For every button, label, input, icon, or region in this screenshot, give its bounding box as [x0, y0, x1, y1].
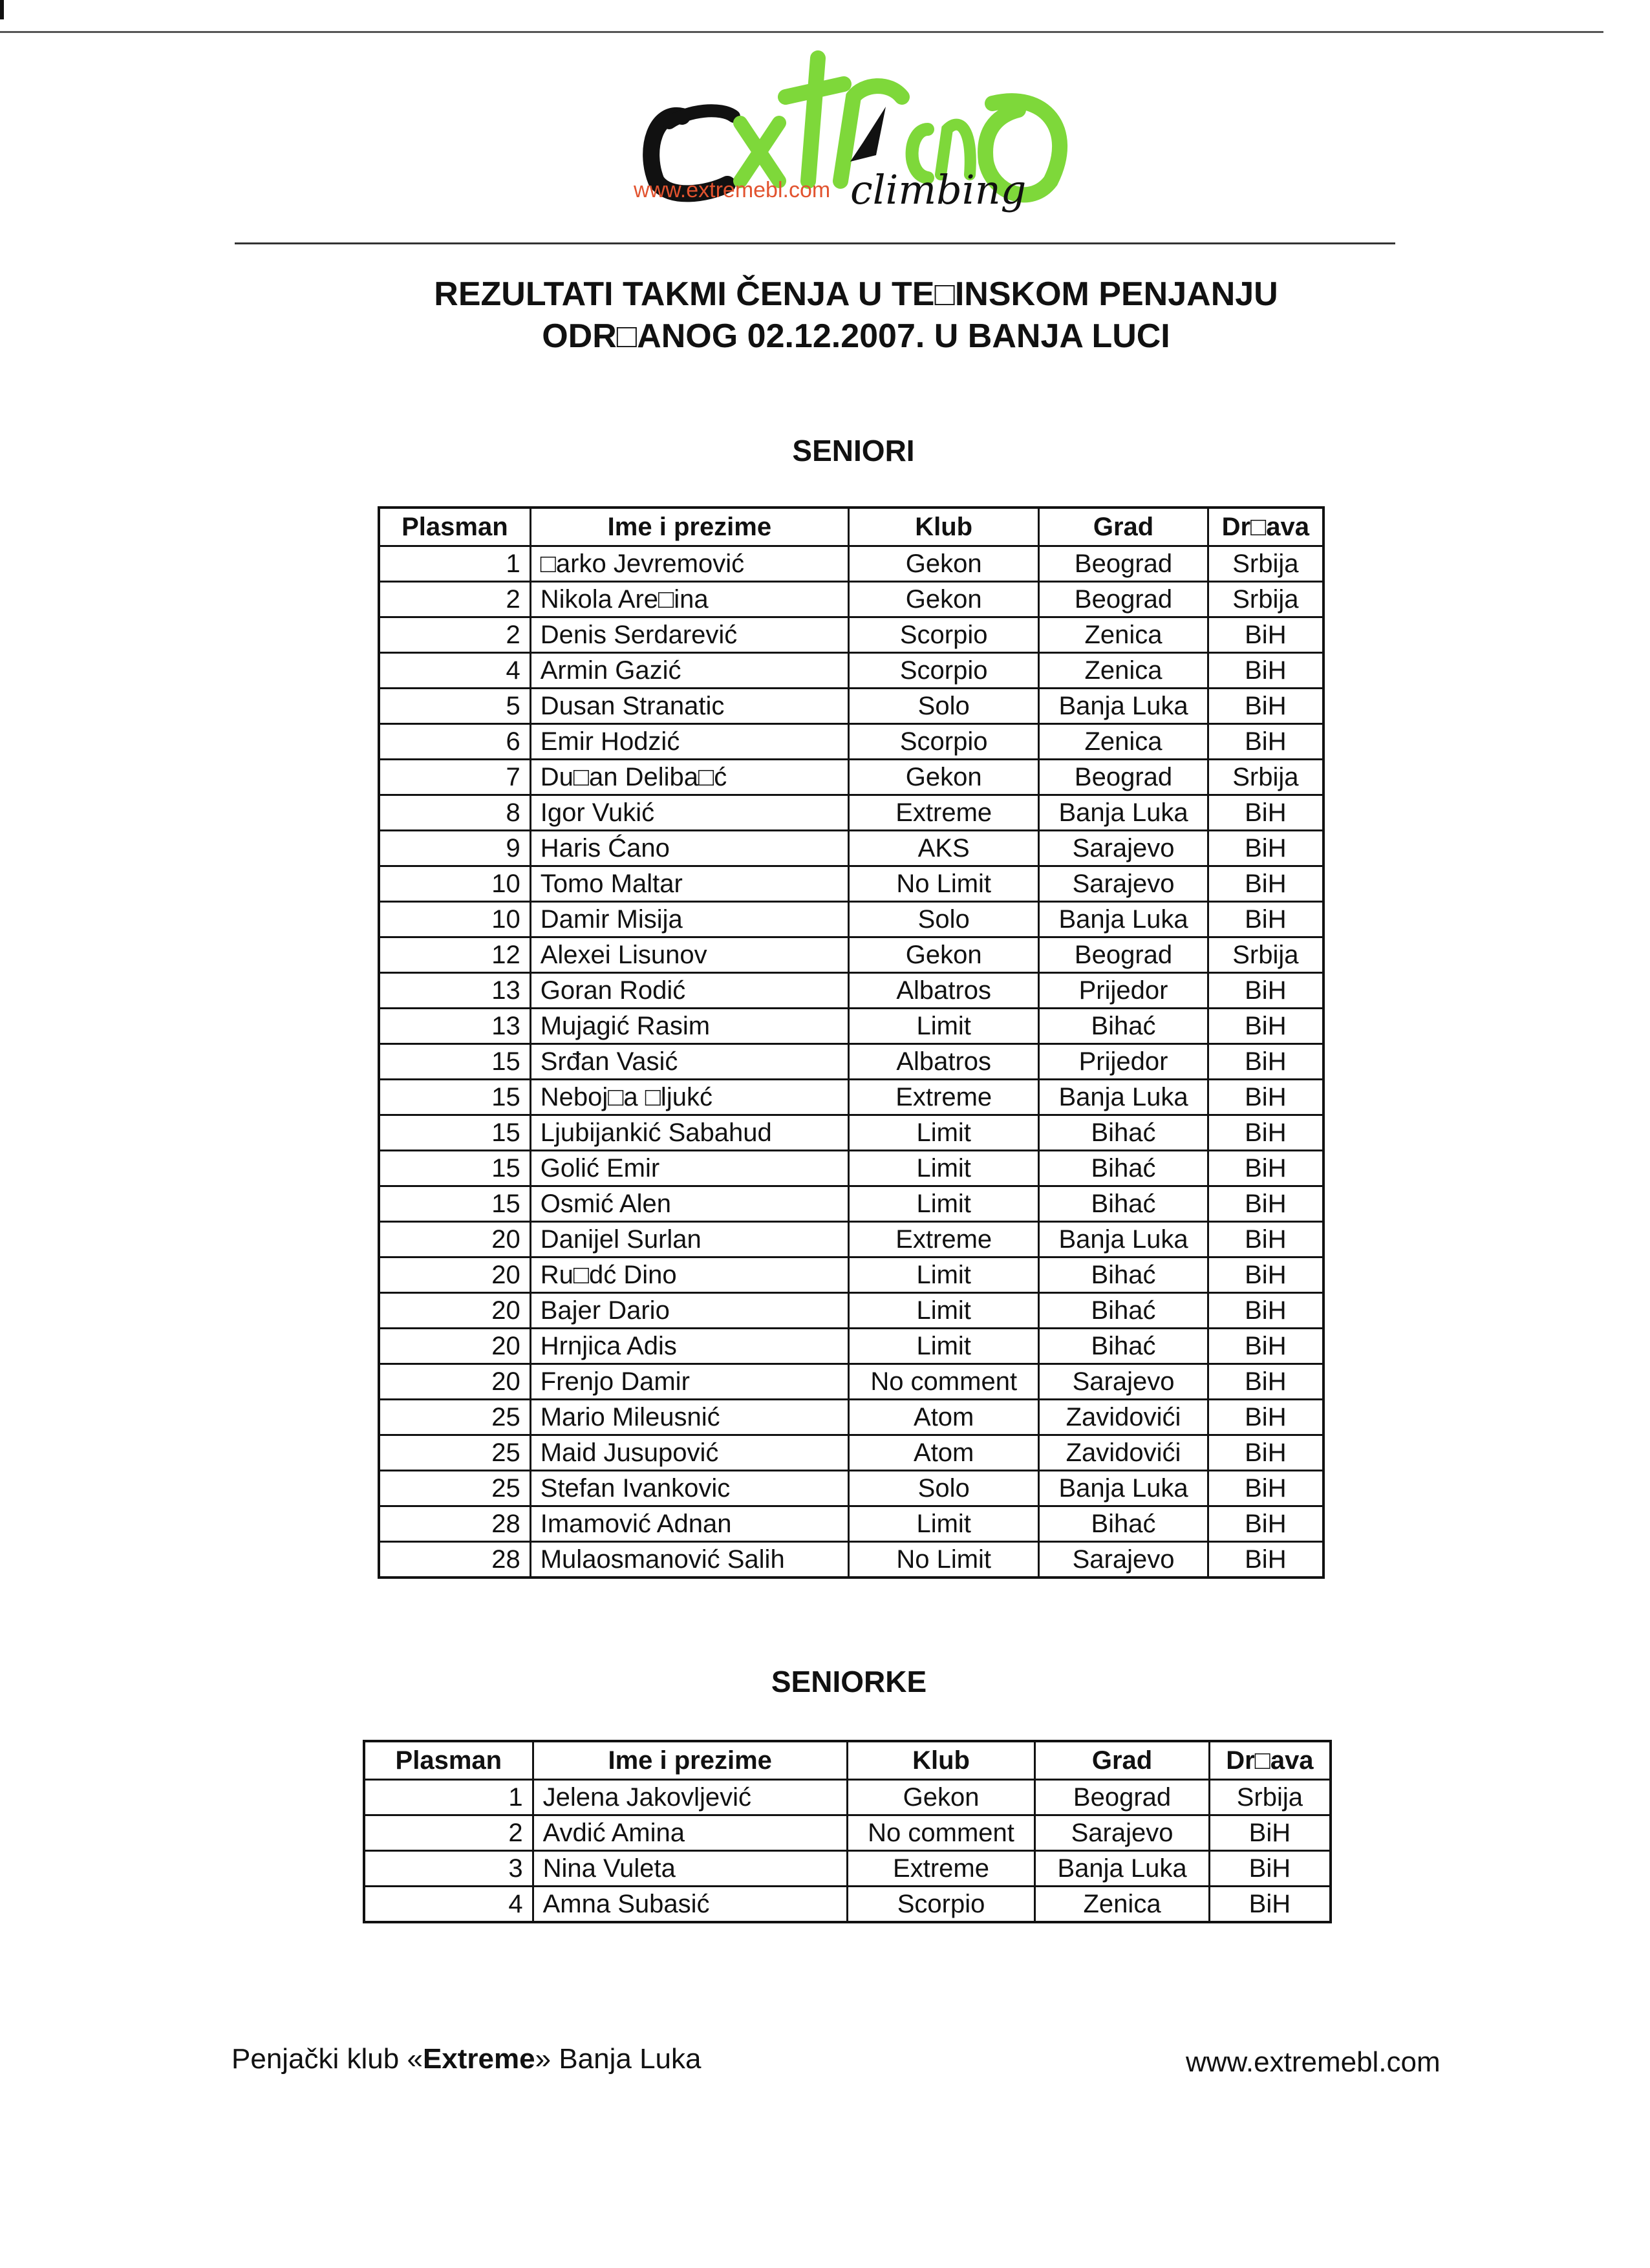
seniori-results-table [378, 506, 1325, 1579]
table-row [364, 1887, 1331, 1923]
cell-klub: Gekon [849, 546, 1039, 582]
cell-plasman: 3 [364, 1851, 533, 1887]
seniorke-heading: SENIORKE [771, 1665, 927, 1698]
cell-grad: Bihać [1039, 1257, 1208, 1293]
cell-plasman: 12 [379, 937, 530, 973]
table-row [379, 653, 1323, 689]
cell-drzava: BiH [1208, 653, 1323, 689]
table-row [379, 546, 1323, 582]
cell-klub: Scorpio [849, 617, 1039, 653]
table-row [379, 902, 1323, 937]
table-row [379, 1257, 1323, 1293]
cell-drzava: BiH [1208, 689, 1323, 724]
cell-ime-i-prezime: Jelena Jakovljević [533, 1780, 847, 1815]
cell-plasman: 4 [379, 653, 530, 689]
cell-klub: Scorpio [849, 653, 1039, 689]
footer-club-prefix: Penjački klub « [231, 2043, 423, 2075]
cell-klub: Solo [849, 1471, 1039, 1506]
cell-drzava: BiH [1208, 866, 1323, 902]
cell-drzava: Srbija [1208, 937, 1323, 973]
cell-klub: No comment [849, 1364, 1039, 1400]
table-row [379, 689, 1323, 724]
cell-drzava: BiH [1208, 1009, 1323, 1044]
table-row [379, 1009, 1323, 1044]
top-rule [0, 31, 1603, 33]
cell-grad: Zenica [1035, 1887, 1209, 1923]
cell-plasman: 25 [379, 1471, 530, 1506]
cell-klub: Solo [849, 689, 1039, 724]
cell-klub: Limit [849, 1186, 1039, 1222]
cell-ime-i-prezime: Nikola Are□ina [530, 582, 848, 617]
cell-drzava: BiH [1208, 1435, 1323, 1471]
cell-grad: Bihać [1039, 1151, 1208, 1186]
cell-ime-i-prezime: Frenjo Damir [530, 1364, 848, 1400]
cell-klub: Gekon [849, 760, 1039, 795]
cell-drzava: BiH [1208, 1151, 1323, 1186]
extreme-climbing-logo [630, 45, 1083, 220]
footer-club-name: Extreme [422, 2043, 535, 2075]
cell-drzava: BiH [1208, 902, 1323, 937]
cell-drzava: BiH [1208, 1400, 1323, 1435]
column-header-klub: Klub [849, 508, 1039, 546]
cell-klub: Limit [849, 1151, 1039, 1186]
cell-grad: Zavidovići [1039, 1435, 1208, 1471]
cell-plasman: 20 [379, 1329, 530, 1364]
table-row [364, 1780, 1331, 1815]
footer-club [231, 2043, 702, 2075]
cell-klub: No Limit [849, 866, 1039, 902]
cell-drzava: BiH [1208, 1506, 1323, 1542]
cell-drzava: Srbija [1208, 546, 1323, 582]
table-row [379, 1080, 1323, 1115]
cell-klub: Scorpio [847, 1887, 1035, 1923]
cell-drzava: BiH [1209, 1815, 1331, 1851]
cell-ime-i-prezime: Avdić Amina [533, 1815, 847, 1851]
cell-ime-i-prezime: Goran Rodić [530, 973, 848, 1009]
cell-klub: Limit [849, 1257, 1039, 1293]
table-row [379, 1364, 1323, 1400]
table-row [364, 1815, 1331, 1851]
cell-ime-i-prezime: Alexei Lisunov [530, 937, 848, 973]
document-title-line1: REZULTATI TAKMI ČENJA U TE□INSKOM PENJANJU [434, 275, 1278, 313]
cell-klub: Extreme [849, 795, 1039, 831]
cell-plasman: 25 [379, 1400, 530, 1435]
cell-plasman: 15 [379, 1080, 530, 1115]
cell-klub: Atom [849, 1400, 1039, 1435]
cell-plasman: 20 [379, 1257, 530, 1293]
cell-klub: Extreme [849, 1222, 1039, 1257]
cell-plasman: 20 [379, 1293, 530, 1329]
table-row [379, 1435, 1323, 1471]
cell-grad: Banja Luka [1039, 1080, 1208, 1115]
cell-grad: Bihać [1039, 1115, 1208, 1151]
cell-drzava: BiH [1208, 724, 1323, 760]
cell-klub: Extreme [849, 1080, 1039, 1115]
document-title-line2: ODR□ANOG 02.12.2007. U BANJA LUCI [542, 317, 1170, 355]
cell-drzava: BiH [1208, 1542, 1323, 1578]
cell-grad: Beograd [1039, 582, 1208, 617]
cell-klub: No Limit [849, 1542, 1039, 1578]
table-row [379, 724, 1323, 760]
cell-grad: Beograd [1035, 1780, 1209, 1815]
cell-plasman: 5 [379, 689, 530, 724]
cell-ime-i-prezime: Haris Ćano [530, 831, 848, 866]
cell-drzava: BiH [1208, 795, 1323, 831]
cell-ime-i-prezime: Neboj□a □ljukć [530, 1080, 848, 1115]
cell-klub: Solo [849, 902, 1039, 937]
seniorke-results-table [363, 1740, 1332, 1923]
table-row [379, 1115, 1323, 1151]
table-row [379, 795, 1323, 831]
column-header-klub: Klub [847, 1741, 1035, 1780]
footer-website: www.extremebl.com [1186, 2046, 1441, 2078]
cell-drzava: BiH [1208, 1115, 1323, 1151]
cell-drzava: BiH [1208, 831, 1323, 866]
cell-plasman: 28 [379, 1506, 530, 1542]
cell-ime-i-prezime: Bajer Dario [530, 1293, 848, 1329]
cell-ime-i-prezime: Stefan Ivankovic [530, 1471, 848, 1506]
cell-grad: Zavidovići [1039, 1400, 1208, 1435]
cell-grad: Sarajevo [1035, 1815, 1209, 1851]
cell-ime-i-prezime: Nina Vuleta [533, 1851, 847, 1887]
cell-drzava: BiH [1208, 1044, 1323, 1080]
cell-ime-i-prezime: Ru□dć Dino [530, 1257, 848, 1293]
footer-club-suffix: » Banja Luka [535, 2043, 702, 2075]
cell-klub: AKS [849, 831, 1039, 866]
table-row [379, 1186, 1323, 1222]
cell-plasman: 20 [379, 1222, 530, 1257]
cell-plasman: 20 [379, 1364, 530, 1400]
cell-grad: Bihać [1039, 1506, 1208, 1542]
cell-klub: Albatros [849, 1044, 1039, 1080]
cell-drzava: BiH [1209, 1887, 1331, 1923]
cell-plasman: 13 [379, 1009, 530, 1044]
table-row [379, 1471, 1323, 1506]
cell-plasman: 10 [379, 902, 530, 937]
table-row [379, 1044, 1323, 1080]
table-row [379, 973, 1323, 1009]
column-header-plasman: Plasman [379, 508, 530, 546]
cell-plasman: 15 [379, 1186, 530, 1222]
cell-klub: Atom [849, 1435, 1039, 1471]
table-header-row [379, 508, 1323, 546]
cell-ime-i-prezime: Armin Gazić [530, 653, 848, 689]
column-header-grad: Grad [1039, 508, 1208, 546]
cell-grad: Bihać [1039, 1329, 1208, 1364]
table-row [379, 1506, 1323, 1542]
cell-plasman: 15 [379, 1151, 530, 1186]
cell-plasman: 13 [379, 973, 530, 1009]
cell-drzava: BiH [1208, 1080, 1323, 1115]
cell-plasman: 25 [379, 1435, 530, 1471]
cell-ime-i-prezime: □arko Jevremović [530, 546, 848, 582]
cell-plasman: 28 [379, 1542, 530, 1578]
table-row [379, 1293, 1323, 1329]
cell-plasman: 2 [364, 1815, 533, 1851]
cell-grad: Prijedor [1039, 973, 1208, 1009]
cell-grad: Beograd [1039, 760, 1208, 795]
cell-ime-i-prezime: Du□an Deliba□ć [530, 760, 848, 795]
cell-grad: Banja Luka [1035, 1851, 1209, 1887]
cell-klub: Limit [849, 1329, 1039, 1364]
seniori-heading: SENIORI [792, 434, 915, 467]
table-row [379, 1542, 1323, 1578]
cell-grad: Bihać [1039, 1186, 1208, 1222]
cell-grad: Prijedor [1039, 1044, 1208, 1080]
cell-drzava: Srbija [1208, 582, 1323, 617]
cell-grad: Bihać [1039, 1009, 1208, 1044]
cell-klub: Limit [849, 1115, 1039, 1151]
cell-drzava: Srbija [1208, 760, 1323, 795]
cell-plasman: 6 [379, 724, 530, 760]
cell-grad: Sarajevo [1039, 1364, 1208, 1400]
cell-ime-i-prezime: Golić Emir [530, 1151, 848, 1186]
cell-plasman: 8 [379, 795, 530, 831]
table-row [379, 582, 1323, 617]
cell-ime-i-prezime: Dusan Stranatic [530, 689, 848, 724]
cell-klub: Gekon [847, 1780, 1035, 1815]
cell-ime-i-prezime: Mulaosmanović Salih [530, 1542, 848, 1578]
cell-grad: Zenica [1039, 724, 1208, 760]
column-header-ime-i-prezime: Ime i prezime [530, 508, 848, 546]
column-header-drzava: Dr□ava [1208, 508, 1323, 546]
cell-plasman: 4 [364, 1887, 533, 1923]
cell-plasman: 10 [379, 866, 530, 902]
table-row [379, 1151, 1323, 1186]
cell-grad: Zenica [1039, 617, 1208, 653]
svg-text:www.extremebl.com: www.extremebl.com [634, 178, 831, 202]
cell-grad: Banja Luka [1039, 689, 1208, 724]
cell-ime-i-prezime: Denis Serdarević [530, 617, 848, 653]
cell-klub: Scorpio [849, 724, 1039, 760]
svg-text:climbing: climbing [850, 166, 1027, 213]
cell-grad: Beograd [1039, 937, 1208, 973]
table-row [379, 937, 1323, 973]
cell-ime-i-prezime: Srđan Vasić [530, 1044, 848, 1080]
scan-mark [0, 0, 4, 19]
cell-plasman: 15 [379, 1044, 530, 1080]
cell-klub: Limit [849, 1293, 1039, 1329]
cell-drzava: BiH [1208, 973, 1323, 1009]
table-row [364, 1851, 1331, 1887]
cell-ime-i-prezime: Hrnjica Adis [530, 1329, 848, 1364]
cell-ime-i-prezime: Amna Subasić [533, 1887, 847, 1923]
cell-drzava: BiH [1208, 1293, 1323, 1329]
cell-drzava: BiH [1208, 617, 1323, 653]
cell-grad: Bihać [1039, 1293, 1208, 1329]
cell-ime-i-prezime: Ljubijankić Sabahud [530, 1115, 848, 1151]
cell-grad: Sarajevo [1039, 1542, 1208, 1578]
table-row [379, 1400, 1323, 1435]
column-header-plasman: Plasman [364, 1741, 533, 1780]
column-header-drzava: Dr□ava [1209, 1741, 1331, 1780]
cell-plasman: 2 [379, 582, 530, 617]
cell-grad: Banja Luka [1039, 795, 1208, 831]
cell-plasman: 15 [379, 1115, 530, 1151]
cell-ime-i-prezime: Osmić Alen [530, 1186, 848, 1222]
table-row [379, 617, 1323, 653]
table-row [379, 866, 1323, 902]
cell-grad: Sarajevo [1039, 831, 1208, 866]
cell-drzava: BiH [1208, 1471, 1323, 1506]
table-header-row [364, 1741, 1331, 1780]
cell-grad: Banja Luka [1039, 1222, 1208, 1257]
cell-klub: Limit [849, 1009, 1039, 1044]
cell-klub: No comment [847, 1815, 1035, 1851]
cell-grad: Banja Luka [1039, 902, 1208, 937]
cell-drzava: BiH [1208, 1329, 1323, 1364]
cell-ime-i-prezime: Tomo Maltar [530, 866, 848, 902]
cell-ime-i-prezime: Damir Misija [530, 902, 848, 937]
cell-klub: Extreme [847, 1851, 1035, 1887]
header-divider [235, 242, 1395, 244]
cell-klub: Limit [849, 1506, 1039, 1542]
cell-plasman: 9 [379, 831, 530, 866]
cell-grad: Beograd [1039, 546, 1208, 582]
cell-plasman: 1 [364, 1780, 533, 1815]
cell-ime-i-prezime: Imamović Adnan [530, 1506, 848, 1542]
cell-ime-i-prezime: Danijel Surlan [530, 1222, 848, 1257]
cell-ime-i-prezime: Maid Jusupović [530, 1435, 848, 1471]
cell-klub: Albatros [849, 973, 1039, 1009]
column-header-ime-i-prezime: Ime i prezime [533, 1741, 847, 1780]
cell-ime-i-prezime: Mujagić Rasim [530, 1009, 848, 1044]
cell-plasman: 7 [379, 760, 530, 795]
cell-klub: Gekon [849, 937, 1039, 973]
cell-drzava: BiH [1208, 1222, 1323, 1257]
cell-ime-i-prezime: Mario Mileusnić [530, 1400, 848, 1435]
cell-drzava: BiH [1208, 1186, 1323, 1222]
cell-drzava: Srbija [1209, 1780, 1331, 1815]
cell-klub: Gekon [849, 582, 1039, 617]
cell-grad: Sarajevo [1039, 866, 1208, 902]
table-row [379, 831, 1323, 866]
table-row [379, 760, 1323, 795]
cell-ime-i-prezime: Igor Vukić [530, 795, 848, 831]
table-row [379, 1222, 1323, 1257]
cell-plasman: 1 [379, 546, 530, 582]
cell-grad: Zenica [1039, 653, 1208, 689]
cell-drzava: BiH [1209, 1851, 1331, 1887]
column-header-grad: Grad [1035, 1741, 1209, 1780]
cell-drzava: BiH [1208, 1257, 1323, 1293]
cell-plasman: 2 [379, 617, 530, 653]
cell-drzava: BiH [1208, 1364, 1323, 1400]
cell-grad: Banja Luka [1039, 1471, 1208, 1506]
table-row [379, 1329, 1323, 1364]
cell-ime-i-prezime: Emir Hodzić [530, 724, 848, 760]
